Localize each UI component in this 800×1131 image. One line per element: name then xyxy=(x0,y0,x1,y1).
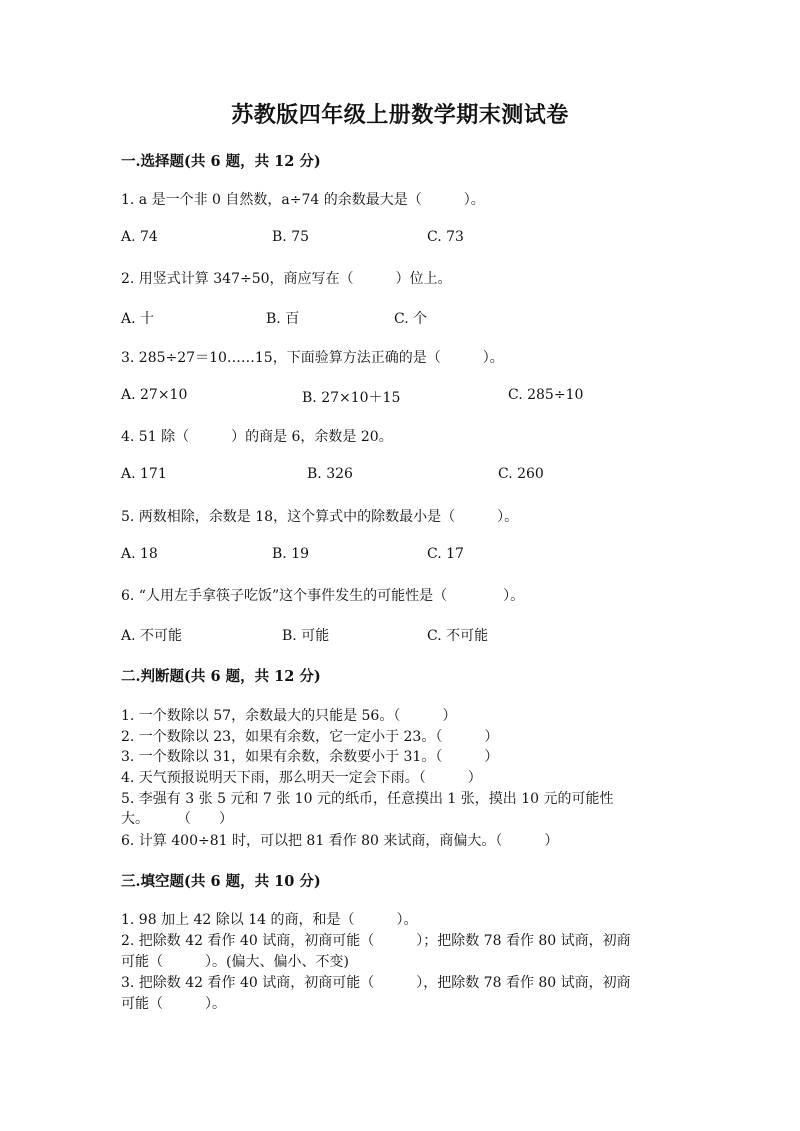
option-a: A. 74 xyxy=(121,229,158,245)
question-text: 2. 用竖式计算 347÷50，商应写在（ ）位上。 xyxy=(121,271,452,287)
option-c: C. 个 xyxy=(394,311,428,327)
option-c: C. 260 xyxy=(498,466,544,482)
question-text: 1. a 是一个非 0 自然数，a÷74 的余数最大是（ ）。 xyxy=(121,192,485,208)
judgment-item: 1. 一个数除以 57，余数最大的只能是 56。（ ） xyxy=(121,708,457,724)
section-heading-fill-in: 三.填空题(共 6 题，共 10 分) xyxy=(121,873,321,890)
option-a: A. 十 xyxy=(121,311,155,327)
judgment-item: 4. 天气预报说明天下雨，那么明天一定会下雨。（ ） xyxy=(121,770,482,786)
option-a: A. 18 xyxy=(121,546,158,562)
option-a: A. 不可能 xyxy=(121,628,183,644)
option-b: B. 百 xyxy=(266,311,300,327)
question-text: 3. 285÷27＝10……15，下面验算方法正确的是（ ）。 xyxy=(121,350,504,366)
option-b: B. 326 xyxy=(307,466,353,482)
option-c: C. 285÷10 xyxy=(508,387,584,403)
option-c: C. 不可能 xyxy=(427,628,489,644)
fill-in-item: 3. 把除数 42 看作 40 试商，初商可能（ ），把除数 78 看作 80 试商，初商 xyxy=(121,975,631,991)
fill-in-item-continued: 可能（ ）。 xyxy=(121,996,226,1012)
question-text: 5. 两数相除，余数是 18，这个算式中的除数最小是（ ）。 xyxy=(121,509,519,525)
option-b: B. 27×10＋15 xyxy=(302,390,401,406)
option-b: B. 19 xyxy=(272,546,310,562)
judgment-item: 3. 一个数除以 31，如果有余数，余数要小于 31。（ ） xyxy=(121,749,499,765)
fill-in-item-continued: 可能（ ）。(偏大、偏小、不变) xyxy=(121,954,349,970)
question-text: 6. “人用左手拿筷子吃饭”这个事件发生的可能性是（ ）。 xyxy=(121,588,525,604)
judgment-item: 5. 李强有 3 张 5 元和 7 张 10 元的纸币，任意摸出 1 张，摸出 10 元的可能性 xyxy=(121,791,614,807)
page-title: 苏教版四年级上册数学期末测试卷 xyxy=(231,102,569,128)
fill-in-item: 1. 98 加上 42 除以 14 的商，和是（ ）。 xyxy=(121,912,418,928)
judgment-item: 6. 计算 400÷81 时，可以把 81 看作 80 来试商，商偏大。（ ） xyxy=(121,833,559,849)
judgment-item-continued: 大。 （ ） xyxy=(121,811,233,827)
section-heading-choice: 一.选择题(共 6 题，共 12 分) xyxy=(121,153,321,170)
judgment-item: 2. 一个数除以 23，如果有余数，它一定小于 23。（ ） xyxy=(121,729,499,745)
option-a: A. 27×10 xyxy=(121,387,188,403)
fill-in-item: 2. 把除数 42 看作 40 试商，初商可能（ ）；把除数 78 看作 80 试商，初商 xyxy=(121,933,631,949)
section-heading-judgment: 二.判断题(共 6 题，共 12 分) xyxy=(121,668,321,685)
option-a: A. 171 xyxy=(121,466,167,482)
option-c: C. 17 xyxy=(427,546,464,562)
option-b: B. 75 xyxy=(272,229,310,245)
question-text: 4. 51 除（ ）的商是 6，余数是 20。 xyxy=(121,429,393,445)
option-b: B. 可能 xyxy=(282,628,330,644)
option-c: C. 73 xyxy=(427,229,464,245)
